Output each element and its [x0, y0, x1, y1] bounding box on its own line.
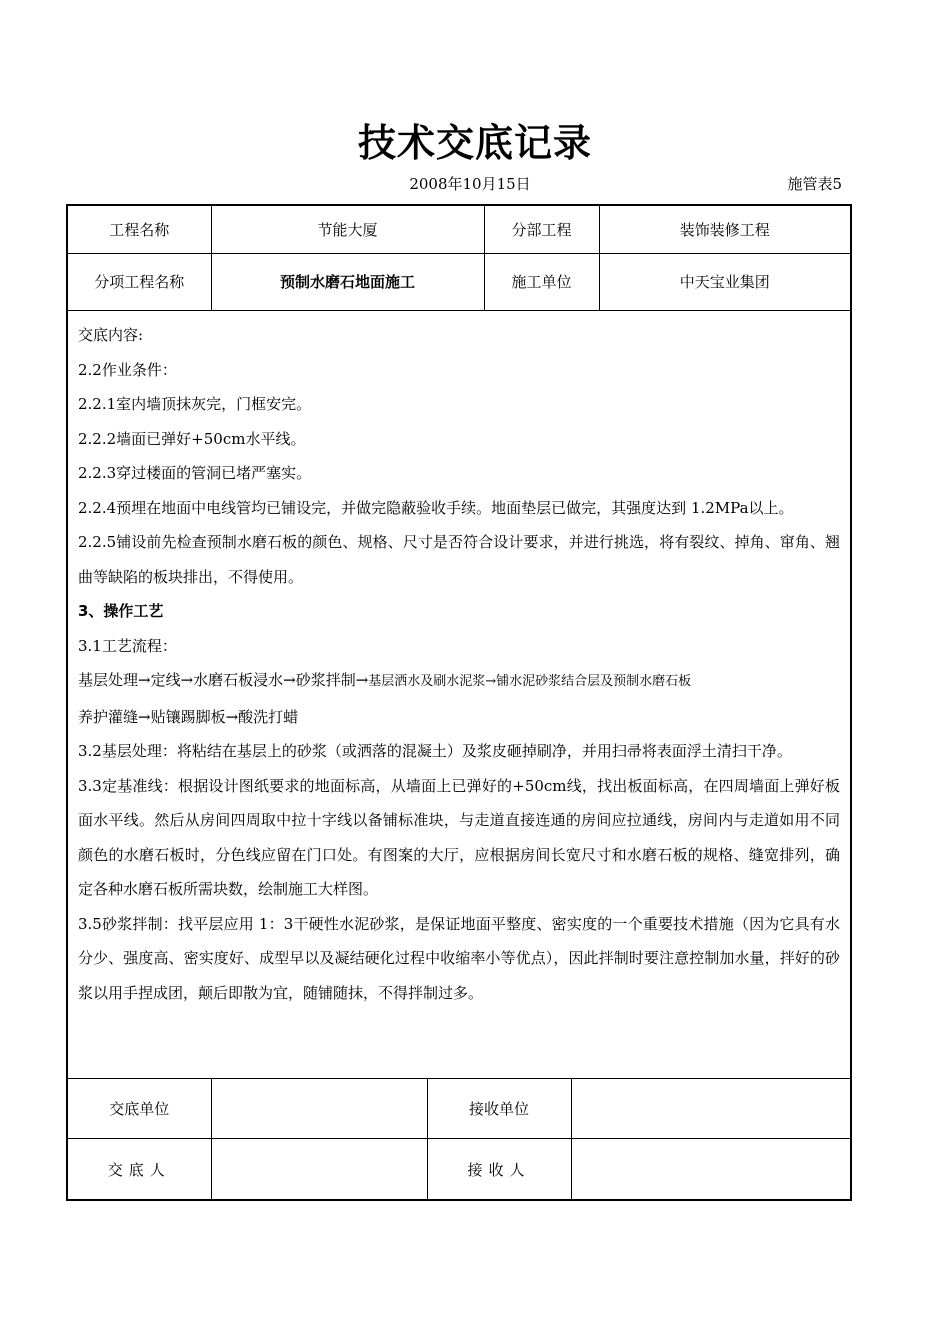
- issuer-label: 交底人: [68, 1139, 211, 1200]
- section-2-2: 2.2作业条件：: [78, 360, 177, 379]
- issuer-value: [211, 1139, 427, 1200]
- header-table: [68, 206, 850, 311]
- unit-label: 施工单位: [484, 253, 599, 310]
- section-2-2-3: 2.2.3穿过楼面的管洞已堵严塞实。: [78, 464, 312, 482]
- record-date: 2008年10月15日: [409, 175, 531, 193]
- section-3-5: 3.5砂浆拌制：找平层应用 1：3干硬性水泥砂浆，是保证地面平整度、密实度的一个重要技术措施（因为它具有水分少、强度高、密实度好、成型早以及凝结硬化过程中收缩率小等优点），因此拌制时要注意控制加水量，拌好的砂浆以用手捏成团，颠后即散为宜，随铺随抹，不得拌制过多。: [78, 914, 840, 1002]
- section-3-2: 3.2基层处理：将粘结在基层上的砂浆（或洒落的混凝土）及浆皮砸掉刷净，并用扫帚将表面浮土清扫干净。: [78, 742, 792, 760]
- project-name-value: 节能大厦: [211, 206, 484, 253]
- section-2-2-2: 2.2.2墙面已弹好+50cm水平线。: [78, 429, 306, 448]
- signature-table: [68, 1078, 850, 1200]
- subitem-value: 预制水磨石地面施工: [211, 253, 484, 310]
- page-title: 技术交底记录: [357, 121, 592, 165]
- content-intro: 交底内容:: [78, 326, 144, 344]
- record-form: [66, 204, 852, 1201]
- receiver-value: [571, 1139, 850, 1200]
- process-flow-part-b: 基层洒水及刷水泥浆→铺水泥砂浆结合层及预制水磨石板: [368, 674, 692, 689]
- process-flow-line-1: [78, 663, 840, 700]
- issuer-unit-value: [211, 1079, 427, 1139]
- section-3-3: 3.3定基准线：根据设计图纸要求的地面标高，从墙面上已弹好的+50cm线，找出板面标高，在四周墙面上弹好板面水平线。然后从房间四周取中拉十字线以备铺标准块，与走道直接连通的房间应拉通线，房间内与走道如用不同颜色的水磨石板时，分色线应留在门口处。有图案的大厅，应根据房间长宽尺寸和水磨石板的规格、缝宽排列，确定各种水磨石板所需块数，绘制施工大样图。: [78, 776, 840, 898]
- form-number: 施管表5: [787, 175, 842, 193]
- division-label: 分部工程: [484, 206, 599, 253]
- receiver-unit-value: [571, 1079, 850, 1139]
- issuer-unit-label: 交底单位: [68, 1079, 211, 1139]
- section-3-1: 3.1工艺流程：: [78, 636, 177, 655]
- section-3-heading: 3、操作工艺: [78, 602, 164, 620]
- receiver-label: 接收人: [427, 1139, 571, 1200]
- section-2-2-1: 2.2.1室内墙顶抹灰完，门框安完。: [78, 395, 312, 413]
- subitem-label: 分项工程名称: [68, 253, 211, 310]
- section-2-2-4: 2.2.4预埋在地面中电线管均已铺设完，并做完隐蔽验收手续。地面垫层已做完，其强度达到 1.2MPa以上。: [78, 498, 794, 517]
- receiver-unit-label: 接收单位: [427, 1079, 571, 1139]
- section-2-2-5: 2.2.5铺设前先检查预制水磨石板的颜色、规格、尺寸是否符合设计要求，并进行挑选，将有裂纹、掉角、窜角、翘曲等缺陷的板块排出，不得使用。: [78, 533, 840, 586]
- process-flow-line-2: 养护灌缝→贴镶踢脚板→酸洗打蜡: [78, 707, 299, 726]
- division-value: 装饰装修工程: [599, 206, 850, 253]
- process-flow-part-a: 基层处理→定线→水磨石板浸水→砂浆拌制→: [78, 671, 369, 689]
- project-name-label: 工程名称: [68, 206, 211, 253]
- disclosure-content: [68, 310, 850, 1078]
- unit-value: 中天宝业集团: [599, 253, 850, 310]
